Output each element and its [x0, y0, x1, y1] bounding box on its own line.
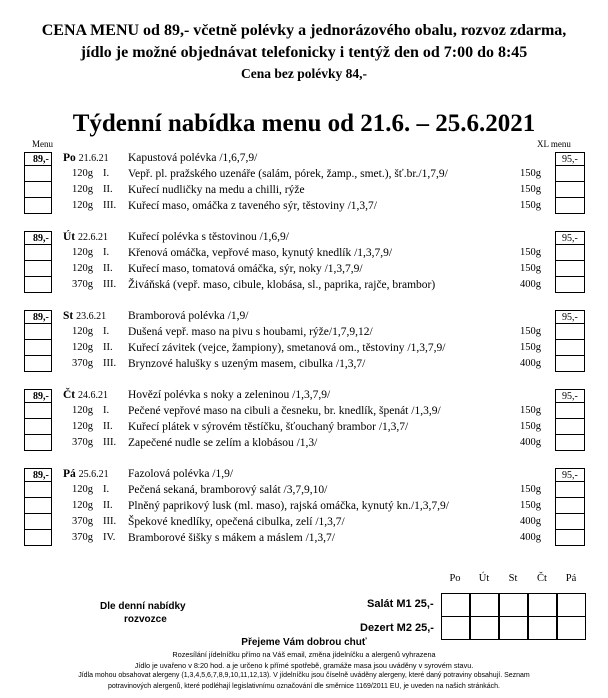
meal-grams: 370g	[72, 532, 93, 543]
day-date: 25.6.21	[78, 469, 109, 480]
meal-name: Živáňská (vepř. maso, cibule, klobása, sl., paprika, rajče, brambor)	[128, 279, 436, 291]
meal-name: Kuřecí nudličky na medu a chilli, rýže	[128, 184, 305, 196]
xl-price-box[interactable]: 95,-	[555, 231, 585, 245]
meal-row	[0, 197, 608, 215]
order-cell[interactable]	[528, 593, 557, 617]
daily-offer-line-1: Dle denní nabídky	[100, 601, 186, 612]
day-name: Pá	[63, 468, 76, 480]
meal-name: Plněný paprikový lusk (ml. maso), rajská omáčka, kynutý kn./1,3,7,9/	[128, 500, 449, 512]
meal-number: I.	[103, 168, 110, 179]
meal-number: I.	[103, 326, 110, 337]
meal-grams: 370g	[72, 437, 93, 448]
meal-xl-grams: 150g	[520, 484, 541, 495]
meal-grams: 370g	[72, 516, 93, 527]
meal-number: I.	[103, 247, 110, 258]
meal-xl-grams: 150g	[520, 342, 541, 353]
soup-name: Bramborová polévka /1,9/	[128, 310, 249, 322]
day-name: Po	[63, 152, 76, 164]
meal-row	[0, 355, 608, 373]
meal-name: Pečené vepřové maso na cibuli a česneku, br. knedlík, špenát /1,3,9/	[128, 405, 441, 417]
menu-price-box[interactable]: 89,-	[24, 231, 52, 245]
meal-xl-grams: 150g	[520, 500, 541, 511]
day-date: 22.6.21	[78, 232, 109, 243]
day-date: 24.6.21	[78, 390, 109, 401]
weekday-label: Po	[449, 573, 461, 584]
soup-name: Kuřecí polévka s těstovinou /1,6,9/	[128, 231, 289, 243]
daily-offer-line-2: rozvozce	[124, 614, 167, 625]
meal-number: III.	[103, 358, 117, 369]
weekday-label: St	[508, 573, 518, 584]
menu-price-box[interactable]: 89,-	[24, 389, 52, 403]
meal-row	[0, 276, 608, 294]
meal-xl-grams: 150g	[520, 421, 541, 432]
meal-grams: 120g	[72, 184, 93, 195]
xl-price-box[interactable]: 95,-	[555, 152, 585, 166]
soup-name: Hovězí polévka s noky a zeleninou /1,3,7,9/	[128, 389, 331, 401]
menu-price-box[interactable]: 89,-	[24, 152, 52, 166]
meal-number: I.	[103, 405, 110, 416]
meal-grams: 120g	[72, 200, 93, 211]
page-title: Týdenní nabídka menu od 21.6. – 25.6.2021	[72, 110, 536, 137]
meal-number: II.	[103, 184, 113, 195]
meal-name: Zapečené nudle se zelím a klobásou /1,3/	[128, 437, 318, 449]
order-cell[interactable]	[470, 593, 499, 617]
meal-name: Kuřecí plátek v sýrovém těstíčku, šťouchaný brambor /1,3,7/	[128, 421, 409, 433]
footer-line-2: Jídlo je uvařeno v 8:20 hod. a je určeno k přímé spotřebě, gramáže masa jsou uváděny v syrovém stavu.	[134, 661, 474, 670]
meal-xl-grams: 150g	[520, 247, 541, 258]
meal-row	[0, 529, 608, 547]
weekday-label: Pá	[565, 573, 577, 584]
meal-xl-grams: 150g	[520, 168, 541, 179]
meal-grams: 120g	[72, 342, 93, 353]
meal-xl-grams: 400g	[520, 437, 541, 448]
meal-xl-grams: 400g	[520, 516, 541, 527]
meal-xl-grams: 150g	[520, 200, 541, 211]
meal-name: Kuřecí maso, tomatová omáčka, sýr, noky /1,3,7,9/	[128, 263, 363, 275]
meal-xl-grams: 150g	[520, 263, 541, 274]
xl-price-box[interactable]: 95,-	[555, 468, 585, 482]
meal-name: Špekové knedlíky, opečená cibulka, zelí /1,3,7/	[128, 516, 345, 528]
meal-number: III.	[103, 437, 117, 448]
meal-number: I.	[103, 484, 110, 495]
footer-line-3: Jídla mohou obsahovat alergeny (1,3,4,5,6,7,8,9,10,11,12,13). V jídelníčku jsou číselně uváděny alergeny, které daný potraviny obsahují. Seznam	[78, 672, 530, 679]
meal-number: II.	[103, 342, 113, 353]
meal-grams: 120g	[72, 263, 93, 274]
meal-name: Kuřecí maso, omáčka z taveného sýr, těstoviny /1,3,7/	[128, 200, 377, 212]
soup-name: Kapustová polévka /1,6,7,9/	[128, 152, 258, 164]
day-date: 23.6.21	[76, 311, 107, 322]
meal-name: Dušená vepř. maso na pivu s houbami, rýže/1,7,9,12/	[128, 326, 373, 338]
meal-number: II.	[103, 500, 113, 511]
meal-number: II.	[103, 421, 113, 432]
menu-price-box[interactable]: 89,-	[24, 310, 52, 324]
meal-number: III.	[103, 200, 117, 211]
meal-xl-grams: 400g	[520, 279, 541, 290]
meal-xl-grams: 400g	[520, 358, 541, 369]
meal-name: Vepř. pl. pražského uzenáře (salám, pórek, žamp., smet.), šť.br./1,7,9/	[128, 168, 448, 180]
meal-grams: 370g	[72, 358, 93, 369]
footer-greeting: Přejeme Vám dobrou chuť	[241, 637, 367, 648]
xl-price-box[interactable]: 95,-	[555, 389, 585, 403]
meal-number: IV.	[103, 532, 116, 543]
weekday-label: Út	[478, 573, 490, 584]
meal-grams: 120g	[72, 484, 93, 495]
footer-line-1: Rozesílání jídelníčku přímo na Váš email, změna jídelníčku a alergenů vyhrazena	[172, 650, 436, 659]
meal-xl-grams: 150g	[520, 326, 541, 337]
meal-name: Brynzové halušky s uzeným masem, cibulka /1,3,7/	[128, 358, 366, 370]
salad-label: Salát M1 25,-	[367, 598, 434, 610]
dessert-label: Dezert M2 25,-	[360, 622, 434, 634]
xl-menu-column-label: XL menu	[537, 139, 571, 149]
meal-xl-grams: 400g	[520, 532, 541, 543]
soup-name: Fazolová polévka /1,9/	[128, 468, 234, 480]
meal-grams: 120g	[72, 326, 93, 337]
xl-price-box[interactable]: 95,-	[555, 310, 585, 324]
day-name: Út	[63, 231, 76, 243]
day-date: 21.6.21	[78, 153, 109, 164]
order-cell[interactable]	[557, 593, 586, 617]
meal-grams: 120g	[72, 247, 93, 258]
meal-number: II.	[103, 263, 113, 274]
meal-name: Bramborové šišky s mákem a máslem /1,3,7/	[128, 532, 335, 544]
header-line-2: jídlo je možné objednávat telefonicky i tentýž den od 7:00 do 8:45	[80, 44, 528, 61]
meal-grams: 120g	[72, 168, 93, 179]
meal-grams: 370g	[72, 279, 93, 290]
order-cell[interactable]	[499, 593, 528, 617]
day-name: Čt	[63, 389, 76, 401]
menu-column-label: Menu	[32, 139, 53, 149]
meal-number: III.	[103, 279, 117, 290]
footer-line-4: potravinových alergenů, které podléhají legislativnímu označování dle směrnice 1169/2011 EU, je uveden na našich stránkách.	[108, 683, 500, 690]
header-line-1: CENA MENU od 89,- včetně polévky a jednorázového obalu, rozvoz zdarma,	[41, 22, 567, 39]
meal-name: Křenová omáčka, vepřové maso, kynutý knedlík /1,3,7,9/	[128, 247, 393, 259]
header-line-3: Cena bez polévky 84,-	[241, 66, 367, 81]
meal-xl-grams: 150g	[520, 184, 541, 195]
meal-row	[0, 434, 608, 452]
meal-number: III.	[103, 516, 117, 527]
meal-grams: 120g	[72, 500, 93, 511]
meal-name: Pečená sekaná, bramborový salát /3,7,9,10/	[128, 484, 328, 496]
weekday-label: Čt	[537, 573, 547, 584]
meal-grams: 120g	[72, 421, 93, 432]
meal-xl-grams: 150g	[520, 405, 541, 416]
day-name: St	[63, 310, 74, 322]
menu-price-box[interactable]: 89,-	[24, 468, 52, 482]
meal-grams: 120g	[72, 405, 93, 416]
order-cell[interactable]	[441, 593, 470, 617]
meal-name: Kuřecí závitek (vejce, žampiony), smetanová om., těstoviny /1,3,7,9/	[128, 342, 446, 354]
